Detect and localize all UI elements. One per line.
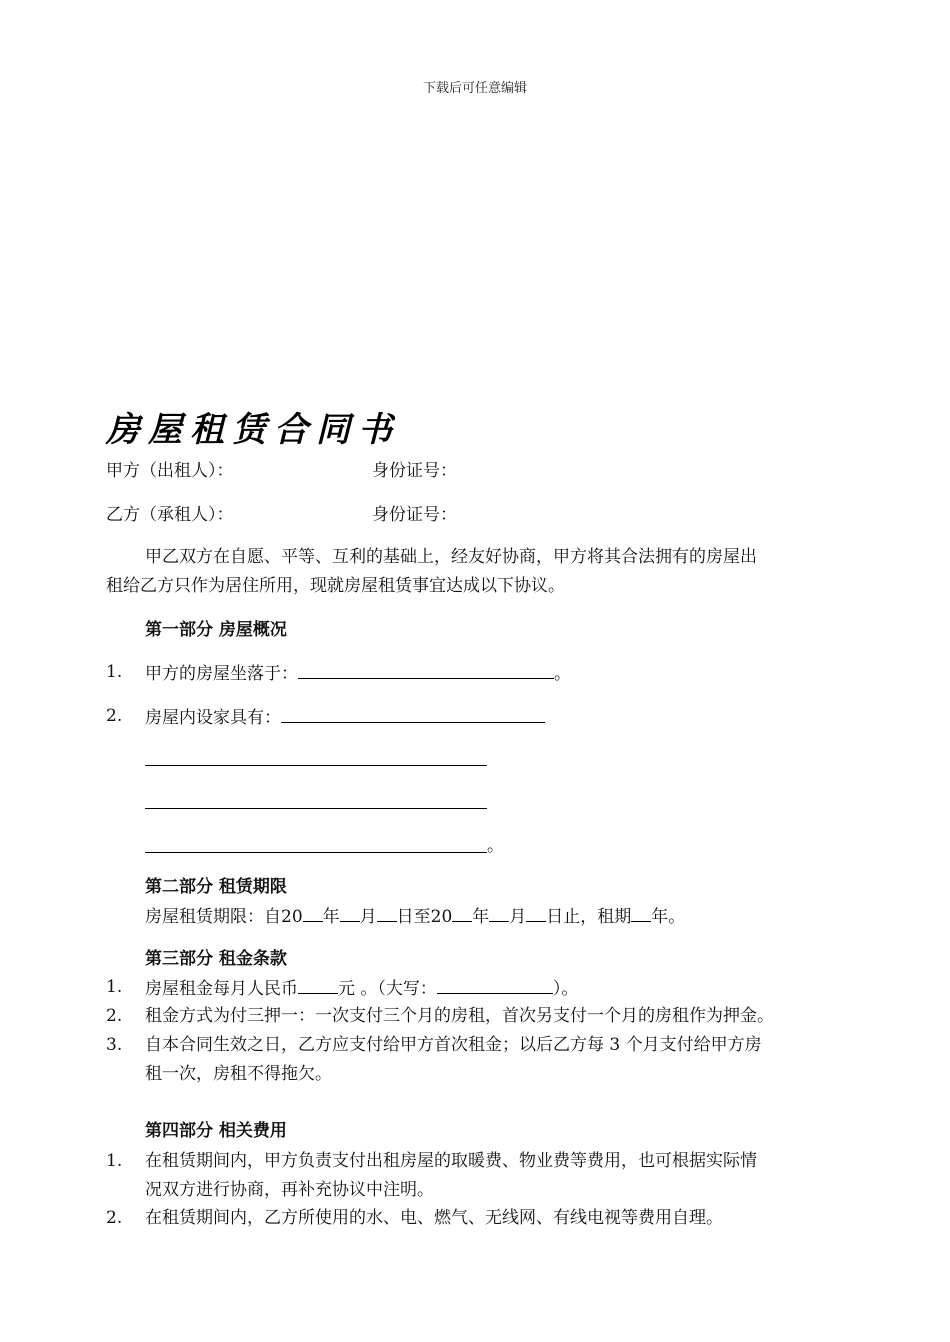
section-4-item-2: 在租赁期间内，乙方所使用的水、电、燃气、无线网、有线电视等费用自理。: [145, 1208, 723, 1228]
term-years-blank: [631, 905, 651, 922]
section-1-item-2-text: 房屋内设家具有：: [145, 708, 281, 728]
section-3-item-3-line-2: 租一次，房租不得拖欠。: [145, 1064, 332, 1084]
end-day-unit: 日止，租期: [546, 907, 632, 927]
start-month-unit: 月: [359, 907, 377, 927]
start-day-unit: 日至: [396, 907, 431, 927]
furniture-end-mark: 。: [487, 836, 504, 856]
rent-amount-blank: [298, 977, 338, 994]
furniture-blank-3: [145, 808, 487, 809]
term-years-unit: 年。: [651, 907, 686, 927]
intro-line-2: 租给乙方只作为居住所用，现就房屋租赁事宜达成以下协议。: [106, 576, 565, 596]
document-title: 房屋租赁合同书: [106, 410, 400, 450]
section-4-item-1-line-2: 况双方进行协商，再补充协议中注明。: [145, 1180, 434, 1200]
section-4-item-1-number: 1.: [106, 1151, 123, 1171]
intro-line-1: 甲乙双方在自愿、平等、互利的基础上，经友好协商，甲方将其合法拥有的房屋出: [145, 547, 757, 567]
section-3-item-1-number: 1.: [106, 977, 123, 997]
section-3-heading: 第三部分 租金条款: [145, 949, 287, 969]
section-3-item-3-number: 3.: [106, 1035, 123, 1055]
rent-amount-label: 房屋租金每月人民币: [145, 979, 298, 999]
rent-uppercase-blank: [437, 977, 553, 994]
end-month-unit: 月: [509, 907, 527, 927]
section-1-item-1-end: 。: [554, 664, 571, 684]
rent-uppercase-close: ）。: [552, 979, 579, 999]
section-1-item-1-text: 甲方的房屋坐落于：: [145, 664, 298, 684]
end-year-prefix: 20: [430, 907, 453, 927]
rent-amount-unit: 元 。（大写：: [338, 979, 437, 999]
start-day-blank: [377, 905, 397, 922]
section-3-item-3-line-1: 自本合同生效之日，乙方应支付给甲方首次租金；以后乙方每 3 个月支付给甲方房: [145, 1035, 762, 1055]
location-blank: [298, 662, 554, 679]
start-year-unit: 年: [322, 907, 340, 927]
party-b-id-label: 身份证号：: [372, 505, 457, 525]
section-3-item-2: 租金方式为付三押一：一次支付三个月的房租，首次另支付一个月的房租作为押金。: [145, 1006, 774, 1026]
section-4-heading: 第四部分 相关费用: [145, 1121, 287, 1141]
end-month-blank: [489, 905, 509, 922]
start-year-prefix: 20: [281, 907, 303, 927]
start-month-blank: [340, 905, 360, 922]
furniture-blank-4: [145, 852, 487, 853]
section-4-item-2-number: 2.: [106, 1208, 123, 1228]
furniture-blank-2: [145, 765, 487, 766]
end-day-blank: [526, 905, 546, 922]
party-b-label: 乙方（承租人）：: [106, 505, 234, 525]
section-3-item-1: [145, 977, 578, 999]
section-3-item-2-number: 2.: [106, 1006, 123, 1026]
section-1-heading: 第一部分 房屋概况: [145, 620, 287, 640]
section-2-heading: 第二部分 租赁期限: [145, 877, 287, 897]
start-year-blank: [303, 905, 323, 922]
section-1-item-1: [145, 662, 571, 684]
section-1-item-2: [145, 706, 545, 728]
section-1-item-1-number: 1.: [106, 662, 123, 682]
section-4-item-1-line-1: 在租赁期间内，甲方负责支付出租房屋的取暖费、物业费等费用，也可根据实际情: [145, 1151, 757, 1171]
section-1-item-2-number: 2.: [106, 706, 123, 726]
party-a-label: 甲方（出租人）：: [106, 461, 234, 481]
lease-term-prefix: 房屋租赁期限：自: [145, 907, 281, 927]
header-note: 下载后可任意编辑: [422, 81, 527, 96]
end-year-unit: 年: [472, 907, 490, 927]
furniture-blank-1: [281, 706, 545, 723]
party-a-id-label: 身份证号：: [372, 461, 457, 481]
lease-term-line: [145, 905, 685, 927]
end-year-blank: [452, 905, 472, 922]
